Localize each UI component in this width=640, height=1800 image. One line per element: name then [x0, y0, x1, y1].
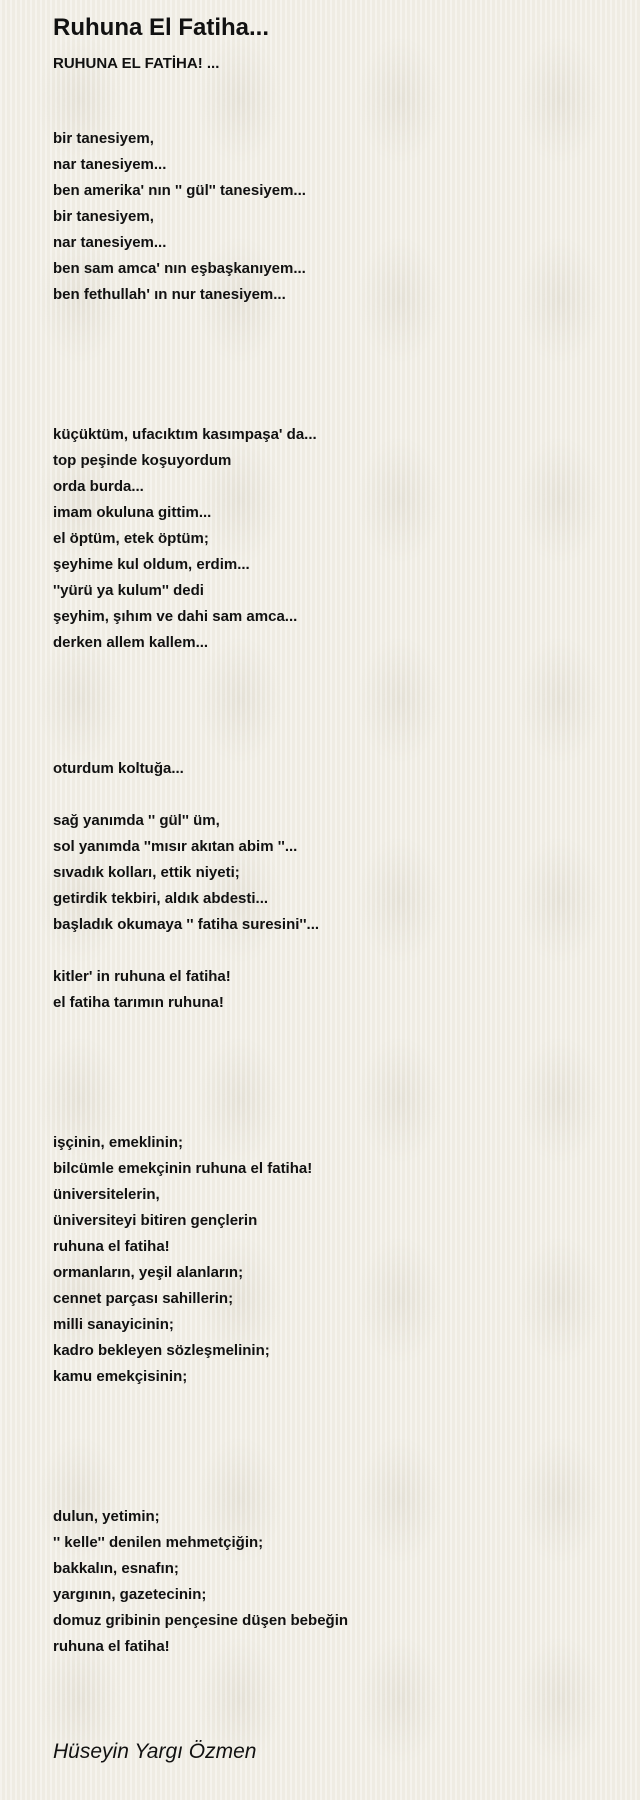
- poem-line: küçüktüm, ufacıktım kasımpaşa' da...: [53, 426, 317, 443]
- poem-line: orda burda...: [53, 478, 144, 495]
- poem-line: sıvadık kolları, ettik niyeti;: [53, 864, 240, 881]
- poem-line: el öptüm, etek öptüm;: [53, 530, 209, 547]
- stanza-gap: [53, 1016, 640, 1130]
- poem-line: nar tanesiyem...: [53, 234, 167, 251]
- poem-line: başladık okumaya '' fatiha suresini''...: [53, 916, 320, 933]
- poem-line: nar tanesiyem...: [53, 156, 167, 173]
- poem-line: ben fethullah' ın nur tanesiyem...: [53, 286, 286, 303]
- poem-line: bir tanesiyem,: [53, 208, 154, 225]
- stanza-gap: [53, 1390, 640, 1504]
- poem-line: bilcümle emekçinin ruhuna el fatiha!: [53, 1160, 313, 1177]
- poem-subtitle: RUHUNA EL FATİHA! ...: [53, 55, 220, 72]
- poem-line: kamu emekçisinin;: [53, 1368, 188, 1385]
- stanza-1: [53, 126, 640, 308]
- stanza-gap: [53, 656, 640, 756]
- poem-line: ruhuna el fatiha!: [53, 1638, 170, 1655]
- poem-line: cennet parçası sahillerin;: [53, 1290, 234, 1307]
- poem-line: şeyhime kul oldum, erdim...: [53, 556, 250, 573]
- stanza-7: [53, 1504, 640, 1660]
- poem-body: [53, 126, 640, 1660]
- stanza-2: [53, 422, 640, 656]
- poem-line: sağ yanımda '' gül'' üm,: [53, 812, 220, 829]
- poem-line: milli sanayicinin;: [53, 1316, 174, 1333]
- stanza-gap: [53, 938, 640, 964]
- poem-line: ''yürü ya kulum'' dedi: [53, 582, 204, 599]
- poem-line: ormanların, yeşil alanların;: [53, 1264, 244, 1281]
- poem-line: kitler' in ruhuna el fatiha!: [53, 968, 231, 985]
- stanza-3: [53, 756, 640, 782]
- poem-line: dulun, yetimin;: [53, 1508, 160, 1525]
- poem-line: ruhuna el fatiha!: [53, 1238, 170, 1255]
- poem-line: top peşinde koşuyordum: [53, 452, 232, 469]
- poem-line: bir tanesiyem,: [53, 130, 154, 147]
- poem-line: bakkalın, esnafın;: [53, 1560, 179, 1577]
- poem-line: sol yanımda ''mısır akıtan abim ''...: [53, 838, 298, 855]
- poem-line: üniversiteyi bitiren gençlerin: [53, 1212, 258, 1229]
- poem-line: '' kelle'' denilen mehmetçiğin;: [53, 1534, 264, 1551]
- poem-line: imam okuluna gittim...: [53, 504, 212, 521]
- poem-line: kadro bekleyen sözleşmelinin;: [53, 1342, 270, 1359]
- poem-line: şeyhim, şıhım ve dahi sam amca...: [53, 608, 298, 625]
- stanza-5: [53, 964, 640, 1016]
- poem-title: Ruhuna El Fatiha...: [53, 14, 270, 41]
- poem-line: oturdum koltuğa...: [53, 760, 184, 777]
- poem-line: üniversitelerin,: [53, 1186, 160, 1203]
- stanza-6: [53, 1130, 640, 1390]
- stanza-gap: [53, 308, 640, 422]
- poem-line: yargının, gazetecinin;: [53, 1586, 207, 1603]
- poem-line: getirdik tekbiri, aldık abdesti...: [53, 890, 269, 907]
- poem-line: domuz gribinin pençesine düşen bebeğin: [53, 1612, 349, 1629]
- stanza-4: [53, 808, 640, 938]
- poem-line: işçinin, emeklinin;: [53, 1134, 184, 1151]
- poem-line: ben sam amca' nın eşbaşkanıyem...: [53, 260, 306, 277]
- poem-line: derken allem kallem...: [53, 634, 209, 651]
- stanza-gap: [53, 782, 640, 808]
- poem-line: el fatiha tarımın ruhuna!: [53, 994, 224, 1011]
- poem-line: ben amerika' nın '' gül'' tanesiyem...: [53, 182, 306, 199]
- author-name: Hüseyin Yargı Özmen: [53, 1740, 257, 1763]
